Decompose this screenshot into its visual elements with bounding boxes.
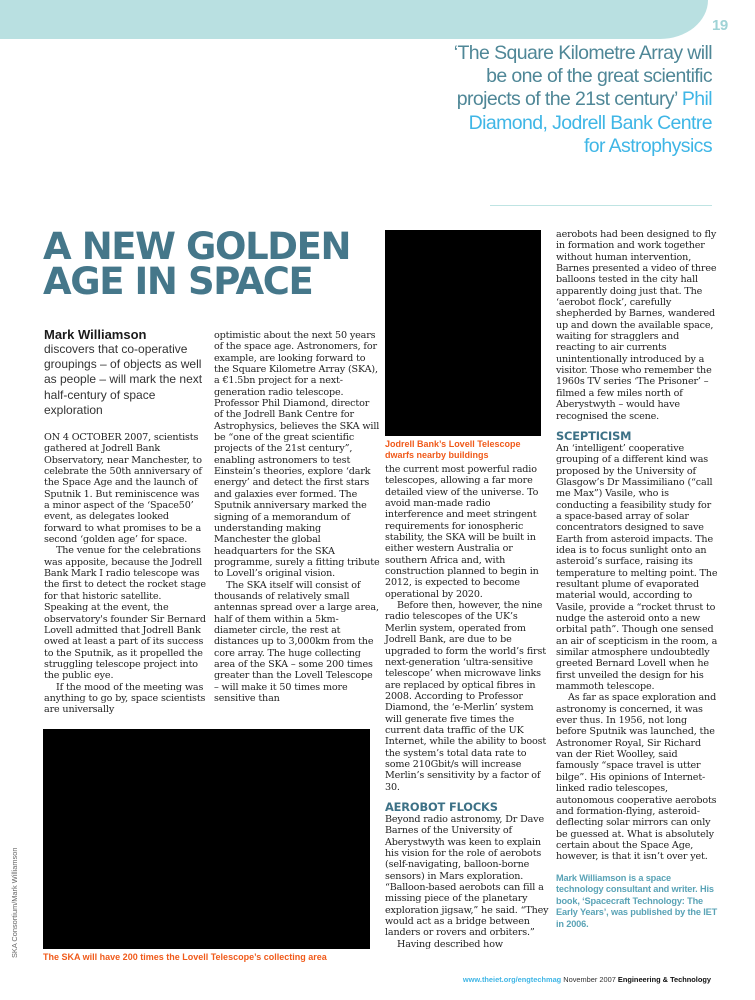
paragraph: aerobots had been designed to fly in formation and work together without human intervention, Barnes presented a video of three balloons tested in the city hall apparently doing just that. The ‘aerobot flock’, carefully shepherded by Barnes, wandered up and down the available space, waiting for stragglers and reacting to air currents unintentionally introduced by a visitor. Those who remember the 1960s TV series ‘The Prisoner’ – filmed a few miles north of Aberystwyth – would have recognised the scene. (556, 229, 717, 422)
footer-url[interactable]: www.theiet.org/engtechmag (462, 975, 562, 984)
footer-issue: November 2007 (563, 975, 616, 984)
subhead-scepticism: SCEPTICISM (556, 428, 632, 443)
author-bio: Mark Williamson is a space technology consultant and writer. His book, ‘Spacecraft Technology: The Early Years’, was published by the IET in 2006. (556, 872, 718, 929)
column-2 (214, 330, 380, 704)
paragraph: An ‘intelligent’ cooperative grouping of a different kind was proposed by the University of Glasgow’s Dr Massimiliano (“call me Max”) Vasile, who is conducting a feasibility study for a space-based array of solar concentrators designed to save Earth from asteroid impacts. The idea is to focus sunlight onto an asteroid’s surface, raising its temperature to melting point. The resultant plume of evaporated material would, according to Vasile, provide a “rocket thrust to nudge the asteroid onto a new orbital path”. Though one sensed an air of scepticism in the room, a similar atmosphere undoubtedly greeted Bernard Lovell when he first unveiled the design for his mammoth telescope. (556, 442, 718, 693)
lovell-photo-caption: Jodrell Bank’s Lovell Telescope dwarfs nearby buildings (385, 439, 521, 460)
paragraph: The venue for the celebrations was apposite, because the Jodrell Bank Mark I radio telescope was the first to detect the rocket stage for that historic satellite. Speaking at the event, the observatory's founder Sir Bernard Lovell admitted that Jodrell Bank owed at least a part of its success to the Sputnik, as it propelled the struggling telescope project into the public eye. (44, 545, 206, 682)
pull-quote-divider (490, 205, 712, 206)
paragraph: As far as space exploration and astronomy is concerned, it was ever thus. In 1956, not long before Sputnik was launched, the Astronomer Royal, Sir Richard van der Riet Woolley, said famously “space travel is utter bilge”. His opinions of Internet-linked radio telescopes, autonomous cooperative aerobots and formation-flying, asteroid-deflecting solar mirrors can only be guessed at. What is absolutely certain about the Space Age, however, is that it isn’t over yet. (556, 692, 717, 863)
column-3 (385, 464, 549, 950)
photo-credit: SKA Consortium/Mark Williamson (10, 847, 19, 958)
pull-quote (452, 42, 712, 158)
subhead-aerobot-flocks: AEROBOT FLOCKS (385, 799, 498, 814)
ska-photo (43, 729, 370, 949)
paragraph: optimistic about the next 50 years of the space age. Astronomers, for example, are looking forward to the Square Kilometre Array (SKA), a €1.5bn project for a next-generation radio telescope. Professor Phil Diamond, director of the Jodrell Bank Centre for Astrophysics, believes the SKA will be “one of the great scientific projects of the 21st century”, enabling astronomers to test Einstein’s theories, explore ‘dark energy’ and detect the first stars and galaxies ever formed. The Sputnik anniversary marked the signing of a memorandum of understanding making Manchester the global headquarters for the SKA programme, surely a fitting tribute to Lovell’s original vision. (214, 330, 380, 580)
column-4 (556, 229, 718, 931)
footer-magazine: Engineering & Technology (617, 975, 711, 984)
paragraph: ON 4 OCTOBER 2007, scientists gathered at Jodrell Bank Observatory, near Manchester, to celebrate the 50th anniversary of the Space Age and the launch of Sputnik 1. But reminiscence was a minor aspect of the ‘Space50’ event, as delegates looked forward to what promises to be a second ‘golden age’ for space. (44, 432, 202, 546)
paragraph: The SKA itself will consist of thousands of relatively small antennas spread over a large area, half of them within a 5km-diameter circle, the rest at distances up to 3,000km from the core array. The huge collecting area of the SKA – some 200 times greater than the Lovell Telescope – will make it 50 times more sensitive than (214, 579, 379, 704)
paragraph: If the mood of the meeting was anything to go by, space scientists are universally (44, 681, 206, 716)
header-band (0, 0, 708, 39)
pull-quote-attribution: Phil Diamond, Jodrell Bank Centre for Astrophysics (468, 88, 712, 157)
article-title: A NEW GOLDEN AGE IN SPACE (43, 225, 351, 303)
standfirst: discovers that co-operative groupings – of objects as well as people – will mark the next half-century of space exploration (44, 342, 203, 417)
paragraph: Beyond radio astronomy, Dr Dave Barnes of the University of Aberystwyth was keen to explain his vision for the role of aerobots (self-navigating, balloon-borne sensors) in Mars exploration. “Balloon-based aerobots can fill a missing piece of the planetary exploration jigsaw,” he said. “They would act as a bridge between landers or rovers and orbiters.” (385, 813, 549, 939)
lovell-telescope-photo (385, 230, 541, 436)
paragraph: Before then, however, the nine radio telescopes of the UK’s Merlin system, operated from Jodrell Bank, are due to be upgraded to form the world’s first next-generation ‘ultra-sensitive telescope’ when microwave links are replaced by optical fibres in 2008. According to Professor Diamond, the ‘e-Merlin’ system will generate five times the current data traffic of the UK Internet, while the ability to boost the system’s total data rate to some 210Gbit/s will increase Merlin’s sensitivity by a factor of 30. (385, 600, 547, 793)
paragraph: the current most powerful radio telescopes, allowing a far more detailed view of the universe. To avoid man-made radio interference and meet stringent requirements for ionospheric stability, the SKA will be built in either western Australia or southern Africa and, with construction planned to begin in 2012, is expected to become operational by 2020. (385, 464, 539, 600)
paragraph: Having described how (397, 938, 503, 950)
column-1 (44, 432, 207, 716)
ska-photo-caption: The SKA will have 200 times the Lovell Telescope’s collecting area (43, 952, 327, 962)
page-footer (463, 975, 711, 984)
pull-quote-text: ‘The Square Kilometre Array will be one of the great scientific projects of the 21st century’ (453, 42, 712, 111)
byline (44, 327, 209, 418)
page-number: 19 (712, 17, 728, 34)
author-name: Mark Williamson (44, 327, 147, 342)
